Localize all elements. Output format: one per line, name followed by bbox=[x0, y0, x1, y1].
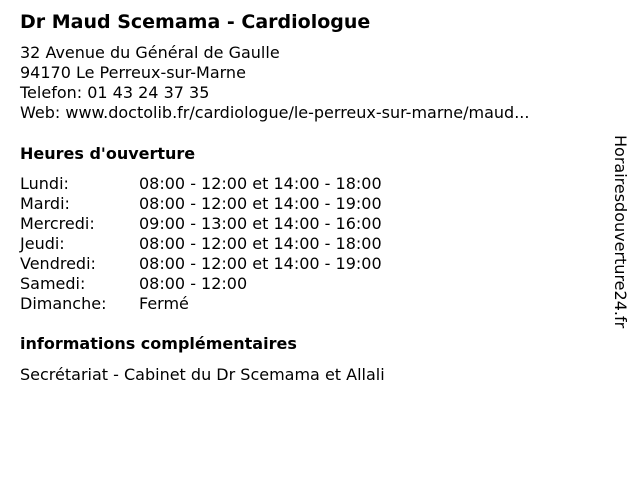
time-range: 08:00 - 12:00 et 14:00 - 19:00 bbox=[139, 194, 382, 213]
site-watermark bbox=[610, 135, 630, 375]
time-range: 09:00 - 13:00 et 14:00 - 16:00 bbox=[139, 214, 382, 233]
time-range: 08:00 - 12:00 bbox=[139, 274, 248, 293]
time-range: 08:00 - 12:00 et 14:00 - 18:00 bbox=[139, 234, 382, 253]
opening-hours-heading: Heures d'ouverture bbox=[20, 144, 196, 163]
street-address: 32 Avenue du Général de Gaulle bbox=[20, 43, 280, 62]
city-address: 94170 Le Perreux-sur-Marne bbox=[20, 63, 246, 82]
additional-info-text: Secrétariat - Cabinet du Dr Scemama et Allali bbox=[20, 365, 385, 384]
day-label: Vendredi: bbox=[20, 254, 96, 273]
page-title: Dr Maud Scemama - Cardiologue bbox=[20, 11, 371, 33]
day-label: Dimanche: bbox=[20, 294, 107, 313]
day-label: Mercredi: bbox=[20, 214, 95, 233]
day-label: Mardi: bbox=[20, 194, 70, 213]
day-label: Lundi: bbox=[20, 174, 69, 193]
time-range: 08:00 - 12:00 et 14:00 - 18:00 bbox=[139, 174, 382, 193]
time-range: Fermé bbox=[139, 294, 189, 313]
additional-info-heading: informations complémentaires bbox=[20, 334, 297, 353]
time-range: 08:00 - 12:00 et 14:00 - 19:00 bbox=[139, 254, 382, 273]
day-label: Jeudi: bbox=[20, 234, 65, 253]
day-label: Samedi: bbox=[20, 274, 86, 293]
phone-number: Telefon: 01 43 24 37 35 bbox=[20, 83, 210, 102]
site-watermark-text: Horairesdouverture24.fr bbox=[611, 135, 630, 329]
website-link: Web: www.doctolib.fr/cardiologue/le-perreux-sur-marne/maud... bbox=[20, 103, 530, 122]
contact-block bbox=[20, 43, 529, 123]
